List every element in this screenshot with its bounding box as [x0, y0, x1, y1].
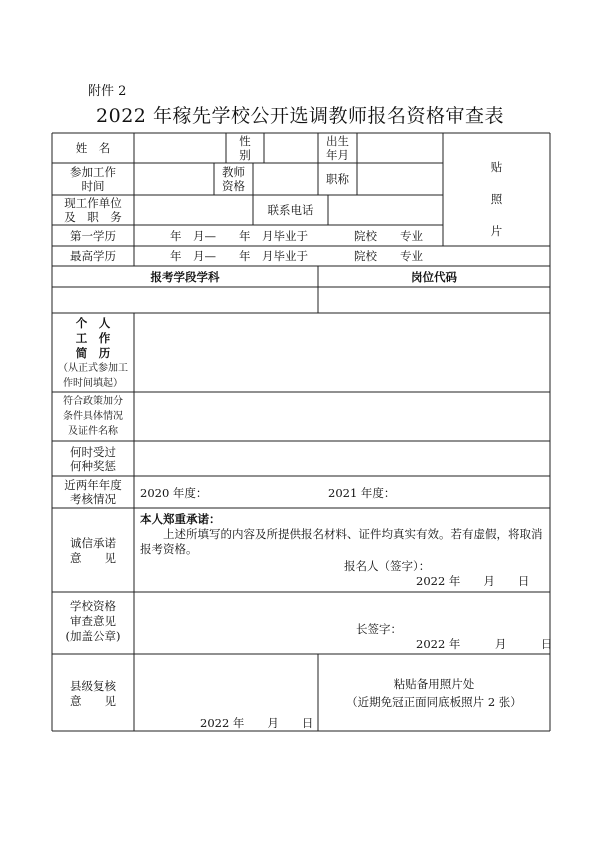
photo-label-2: 照: [490, 192, 503, 206]
school-review-label-line1: 学校资格: [70, 599, 116, 613]
first-edu-label: 第一学历: [70, 229, 116, 243]
county-review-label-line1: 县级复核: [70, 679, 116, 693]
awards-label-line2: 何种奖惩: [70, 459, 116, 473]
resume-note-line1: （从正式参加工: [58, 363, 128, 374]
spare-photo-note: （近期免冠正面同底板照片 2 张）: [346, 695, 522, 709]
policy-label-line2: 条件具体情况: [63, 411, 123, 422]
county-review-date: 2022 年 月 日: [200, 716, 314, 730]
assessment-2021: 2021 年度：: [328, 486, 396, 500]
school-review-date: 2022 年 月 日: [416, 637, 553, 651]
work-start-label-line2: 时间: [81, 179, 105, 193]
assessment-label-line1: 近两年年度: [64, 478, 122, 492]
principal-signature-label: 长签字：: [356, 622, 402, 636]
unit-label-line2: 及 职 务: [64, 210, 122, 224]
photo-label-3: 片: [490, 224, 503, 238]
position-code-header: 岗位代码: [411, 270, 457, 284]
promise-heading: 本人郑重承诺：: [140, 512, 221, 526]
birth-label-line2: 年月: [326, 148, 349, 162]
work-start-label-line1: 参加工作: [70, 165, 116, 179]
name-label: 姓 名: [75, 141, 111, 155]
county-review-label-line2: 意 见: [70, 694, 116, 708]
birth-label-line1: 出生: [326, 134, 349, 148]
assessment-label-line2: 考核情况: [70, 492, 116, 506]
school-review-label-line2: 审查意见: [70, 614, 116, 628]
policy-label-line1: 符合政策加分: [63, 396, 123, 407]
spare-photo-label: 粘贴备用照片处: [393, 677, 475, 691]
applicant-signature-label: 报名人（签字）：: [344, 559, 431, 573]
integrity-label-line2: 意 见: [70, 551, 116, 565]
attachment-label: 附件 2: [88, 84, 127, 99]
promise-date: 2022 年 月 日: [416, 574, 530, 588]
integrity-label-line1: 诚信承诺: [70, 536, 116, 550]
resume-note-line2: 作时间填起）: [63, 378, 123, 389]
phone-label: 联系电话: [267, 203, 314, 217]
unit-label-line1: 现工作单位: [64, 196, 122, 210]
highest-edu-label: 最高学历: [70, 249, 116, 263]
title-rank-label: 职称: [326, 172, 349, 186]
policy-label-line3: 及证件名称: [68, 426, 118, 437]
photo-label-1: 贴: [490, 160, 503, 174]
teacher-cert-label-line2: 资格: [222, 179, 245, 193]
resume-label-line2: 工 作: [75, 331, 111, 345]
awards-label-line1: 何时受过: [70, 445, 116, 459]
school-review-label-line3: (加盖公章): [65, 629, 121, 643]
form-title: 2022 年稼先学校公开选调教师报名资格审查表: [96, 105, 504, 127]
first-edu-line: 年 月— 年 月毕业于 院校 专业: [170, 229, 423, 243]
gender-label-line1: 性: [239, 134, 251, 148]
subject-header: 报考学段学科: [150, 270, 220, 284]
resume-label-line1: 个 人: [75, 316, 111, 330]
resume-label-line3: 简 历: [75, 346, 111, 360]
assessment-2020: 2020 年度：: [140, 486, 208, 500]
gender-label-line2: 别: [239, 148, 251, 162]
teacher-cert-label-line1: 教师: [222, 165, 245, 179]
promise-body: 上述所填写的内容及所提供报名材料、证件均真实有效。若有虚假，将取消报考资格。: [140, 527, 543, 556]
highest-edu-line: 年 月— 年 月毕业于 院校 专业: [170, 249, 423, 263]
